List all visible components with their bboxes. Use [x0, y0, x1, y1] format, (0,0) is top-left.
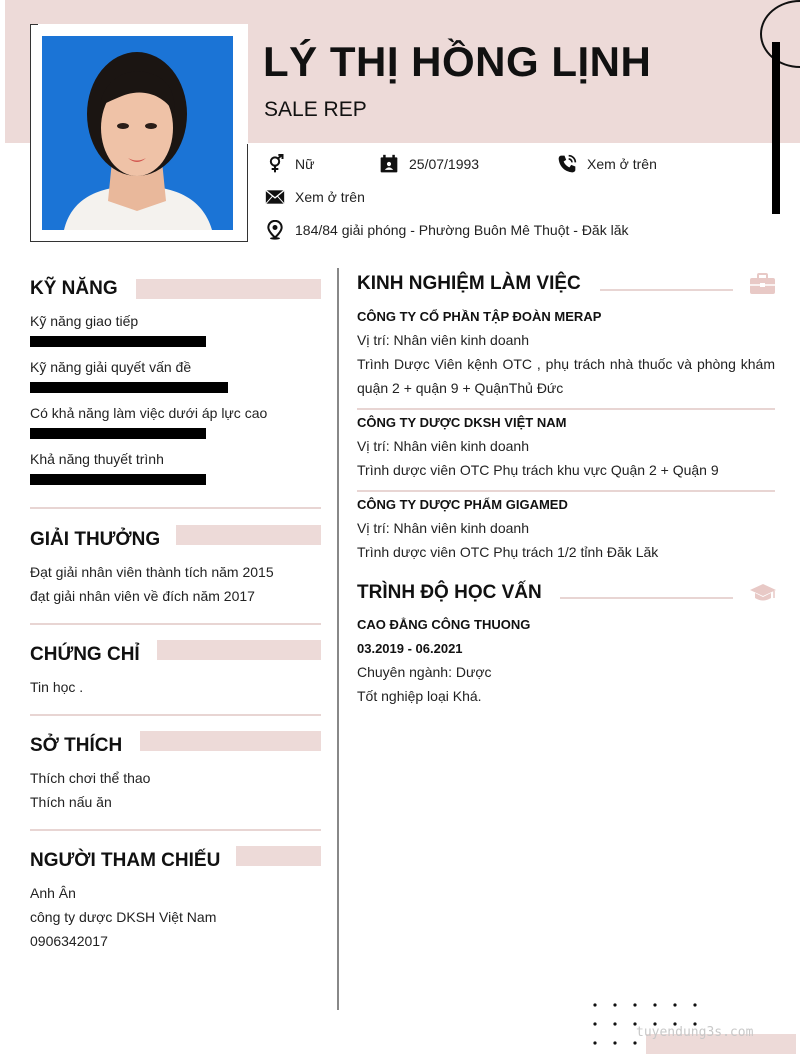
- section-accent-bar: [157, 640, 321, 660]
- title-line: [560, 597, 733, 599]
- skill-label: Kỹ năng giao tiếp: [30, 313, 139, 329]
- location-icon: [265, 220, 285, 240]
- skills-title: KỸ NĂNG: [30, 278, 118, 299]
- job-divider: [357, 490, 775, 492]
- section-accent-bar: [176, 525, 321, 545]
- candidate-name: LÝ THỊ HỒNG LỊNH: [263, 38, 652, 85]
- decorative-vertical-bar: [772, 42, 780, 214]
- skill-bar: [30, 474, 206, 485]
- section-accent-bar: [140, 731, 321, 751]
- skill-label: Kỹ năng giải quyết vấn đề: [30, 359, 192, 375]
- certificates-title: CHỨNG CHỈ: [30, 644, 140, 665]
- phone-icon: [557, 154, 577, 174]
- phone-value: Xem ở trên: [587, 156, 657, 172]
- education-period: 03.2019 - 06.2021: [357, 641, 463, 656]
- email-info: [265, 187, 365, 207]
- skill-bar: [30, 428, 206, 439]
- section-divider: [30, 623, 321, 625]
- job-company: CÔNG TY DƯỢC DKSH VIỆT NAM: [357, 415, 567, 430]
- address-value: 184/84 giải phóng - Phường Buôn Mê Thuột - Đăk lăk: [295, 222, 629, 238]
- address-info: [265, 220, 629, 240]
- gender-value: Nữ: [295, 156, 315, 172]
- section-divider: [30, 507, 321, 509]
- column-divider: [337, 268, 339, 1010]
- job-description: Trình Dược Viên kệnh OTC , phụ trách nhà thuốc và phòng khám quận 2 + quận 9 + QuậnThủ Đức: [357, 356, 775, 396]
- skill-label: Có khả năng làm việc dưới áp lực cao: [30, 405, 268, 421]
- job-description: Trình dược viên OTC Phụ trách 1/2 tỉnh Đăk Lăk: [357, 544, 659, 560]
- skill-label: Khả năng thuyết trình: [30, 451, 164, 467]
- award-item: đạt giải nhân viên về đích năm 2017: [30, 588, 255, 604]
- section-divider: [30, 829, 321, 831]
- email-value: Xem ở trên: [295, 189, 365, 205]
- education-grade: Tốt nghiệp loại Khá.: [357, 688, 482, 704]
- graduation-cap-icon: [749, 583, 777, 603]
- awards-title: GIẢI THƯỞNG: [30, 529, 161, 550]
- job-company: CÔNG TY DƯỢC PHẨM GIGAMED: [357, 497, 568, 512]
- reference-item: công ty dược DKSH Việt Nam: [30, 909, 217, 925]
- award-item: Đạt giải nhân viên thành tích năm 2015: [30, 564, 274, 580]
- job-description: Trình dược viên OTC Phụ trách khu vực Quận 2 + Quận 9: [357, 462, 719, 478]
- phone-info: [557, 154, 657, 174]
- job-company: CÔNG TY CỔ PHẦN TẬP ĐOÀN MERAP: [357, 309, 602, 324]
- gender-info: [265, 154, 314, 174]
- job-position: Vị trí: Nhân viên kinh doanh: [357, 332, 529, 348]
- education-school: CAO ĐẲNG CÔNG THUONG: [357, 617, 531, 632]
- mail-icon: [265, 187, 285, 207]
- hobbies-title: SỞ THÍCH: [30, 735, 123, 756]
- dob-info: [379, 154, 479, 174]
- briefcase-icon: [749, 273, 776, 295]
- section-accent-bar: [136, 279, 321, 299]
- hobby-item: Thích nấu ăn: [30, 794, 112, 810]
- hobby-item: Thích chơi thể thao: [30, 770, 151, 786]
- calendar-icon: [379, 154, 399, 174]
- education-major: Chuyên ngành: Dược: [357, 664, 492, 680]
- gender-icon: [265, 154, 285, 174]
- job-divider: [357, 408, 775, 410]
- references-title: NGƯỜI THAM CHIẾU: [30, 850, 221, 871]
- job-title: SALE REP: [264, 98, 367, 121]
- dob-value: 25/07/1993: [409, 156, 480, 172]
- reference-item: 0906342017: [30, 933, 108, 949]
- job-position: Vị trí: Nhân viên kinh doanh: [357, 520, 529, 536]
- certificate-item: Tin học .: [30, 679, 84, 695]
- watermark: tuyendung3s.com: [636, 1025, 754, 1040]
- experience-title: KINH NGHIỆM LÀM VIỆC: [357, 273, 581, 294]
- avatar-photo: [42, 36, 233, 230]
- section-accent-bar: [236, 846, 321, 866]
- job-position: Vị trí: Nhân viên kinh doanh: [357, 438, 529, 454]
- section-divider: [30, 714, 321, 716]
- education-title: TRÌNH ĐỘ HỌC VẤN: [357, 582, 542, 603]
- skill-bar: [30, 336, 206, 347]
- skill-bar: [30, 382, 228, 393]
- title-line: [600, 289, 733, 291]
- reference-item: Anh Ân: [30, 885, 76, 901]
